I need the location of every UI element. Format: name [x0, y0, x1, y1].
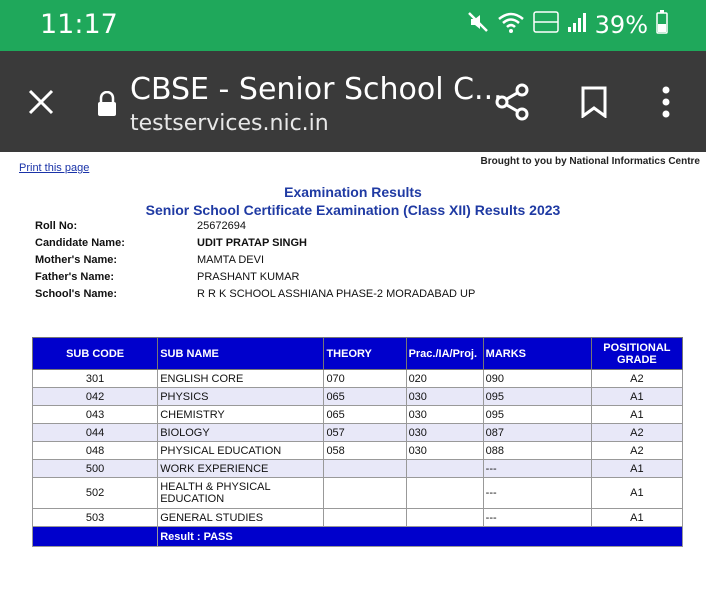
- father-name-row: [35, 271, 635, 288]
- more-options-icon[interactable]: [660, 86, 672, 123]
- cell: A1: [591, 509, 682, 527]
- cell: [324, 460, 406, 478]
- info-label: Father's Name:: [35, 271, 115, 283]
- father-name-value: PRASHANT KUMAR: [197, 271, 300, 283]
- col-header: THEORY: [324, 338, 406, 370]
- lock-icon: [96, 91, 118, 122]
- table-row: [33, 370, 683, 388]
- status-bar: [0, 0, 706, 51]
- share-icon[interactable]: [494, 83, 530, 126]
- cell: 088: [483, 442, 591, 460]
- cell: PHYSICAL EDUCATION: [158, 442, 324, 460]
- cell: ENGLISH CORE: [158, 370, 324, 388]
- cell: [406, 460, 483, 478]
- cell: 065: [324, 406, 406, 424]
- cell: 042: [33, 388, 158, 406]
- mother-name-row: [35, 254, 635, 271]
- marks-table: [32, 337, 683, 547]
- col-header: Prac./IA/Proj.: [406, 338, 483, 370]
- brought-by-text: Brought to you by National Informatics Centre: [480, 156, 700, 167]
- bookmark-icon[interactable]: [580, 86, 608, 123]
- table-row: [33, 388, 683, 406]
- table-row: [33, 406, 683, 424]
- page-url[interactable]: testservices.nic.in: [130, 111, 329, 136]
- status-time: 11:17: [40, 9, 118, 40]
- cell: GENERAL STUDIES: [158, 509, 324, 527]
- print-page-link[interactable]: Print this page: [19, 162, 90, 174]
- cell: BIOLOGY: [158, 424, 324, 442]
- info-label: Mother's Name:: [35, 254, 118, 266]
- cell: PHYSICS: [158, 388, 324, 406]
- table-row: [33, 442, 683, 460]
- mother-name-value: MAMTA DEVI: [197, 254, 265, 266]
- col-header: POSITIONAL GRADE: [591, 338, 682, 370]
- cell: 087: [483, 424, 591, 442]
- cell: 500: [33, 460, 158, 478]
- candidate-name-value: UDIT PRATAP SINGH: [197, 237, 308, 249]
- battery-icon: [656, 10, 668, 39]
- table-row: [33, 460, 683, 478]
- cell: 044: [33, 424, 158, 442]
- cell: 030: [406, 388, 483, 406]
- mute-icon: [467, 11, 489, 38]
- cell: CHEMISTRY: [158, 406, 324, 424]
- table-row: [33, 478, 683, 509]
- cell: [406, 509, 483, 527]
- cell: HEALTH & PHYSICAL EDUCATION: [158, 478, 324, 509]
- col-header: MARKS: [483, 338, 591, 370]
- close-icon[interactable]: [26, 87, 56, 117]
- info-label: Roll No:: [35, 220, 78, 232]
- table-row: [33, 424, 683, 442]
- info-label: Candidate Name:: [35, 237, 125, 249]
- school-name-value: R R K SCHOOL ASSHIANA PHASE-2 MORADABAD UP: [197, 288, 476, 300]
- cell: 043: [33, 406, 158, 424]
- school-name-row: [35, 288, 635, 305]
- volte-icon: [533, 10, 559, 39]
- result-row: [33, 527, 683, 547]
- cell: A1: [591, 460, 682, 478]
- cell: A2: [591, 370, 682, 388]
- cell: A2: [591, 442, 682, 460]
- cell: A2: [591, 424, 682, 442]
- cell: 502: [33, 478, 158, 509]
- cell: 030: [406, 442, 483, 460]
- exam-subtitle: Senior School Certificate Examination (Class XII) Results 2023: [145, 202, 561, 218]
- cell: ---: [483, 460, 591, 478]
- battery-percent: 39%: [594, 10, 648, 39]
- status-icons: [467, 10, 668, 39]
- cell: 095: [483, 406, 591, 424]
- info-label: School's Name:: [35, 288, 118, 300]
- col-header: SUB CODE: [33, 338, 158, 370]
- signal-icon: [567, 11, 587, 38]
- table-row: [33, 509, 683, 527]
- col-header: SUB NAME: [158, 338, 324, 370]
- cell: 030: [406, 406, 483, 424]
- cell: [324, 509, 406, 527]
- cell: ---: [483, 478, 591, 509]
- candidate-info: [35, 220, 635, 305]
- roll-no-value: 25672694: [197, 220, 246, 232]
- cell: 065: [324, 388, 406, 406]
- cell: 020: [406, 370, 483, 388]
- cell: 503: [33, 509, 158, 527]
- exam-title: Examination Results: [284, 184, 422, 200]
- candidate-name-row: [35, 237, 635, 254]
- cell: 090: [483, 370, 591, 388]
- cell: WORK EXPERIENCE: [158, 460, 324, 478]
- page-title: CBSE - Senior School C...: [130, 72, 503, 107]
- cell: 030: [406, 424, 483, 442]
- cell: 070: [324, 370, 406, 388]
- table-header-row: [33, 338, 683, 370]
- cell: 058: [324, 442, 406, 460]
- cell: [324, 478, 406, 509]
- wifi-icon: [497, 10, 525, 39]
- result-text: Result : PASS: [158, 527, 683, 547]
- cell: ---: [483, 509, 591, 527]
- cell: A1: [591, 388, 682, 406]
- cell: 301: [33, 370, 158, 388]
- cell: 048: [33, 442, 158, 460]
- cell: A1: [591, 478, 682, 509]
- cell: 057: [324, 424, 406, 442]
- cell: 095: [483, 388, 591, 406]
- cell: [406, 478, 483, 509]
- result-spacer: [33, 527, 158, 547]
- cell: A1: [591, 406, 682, 424]
- roll-no-row: [35, 220, 635, 237]
